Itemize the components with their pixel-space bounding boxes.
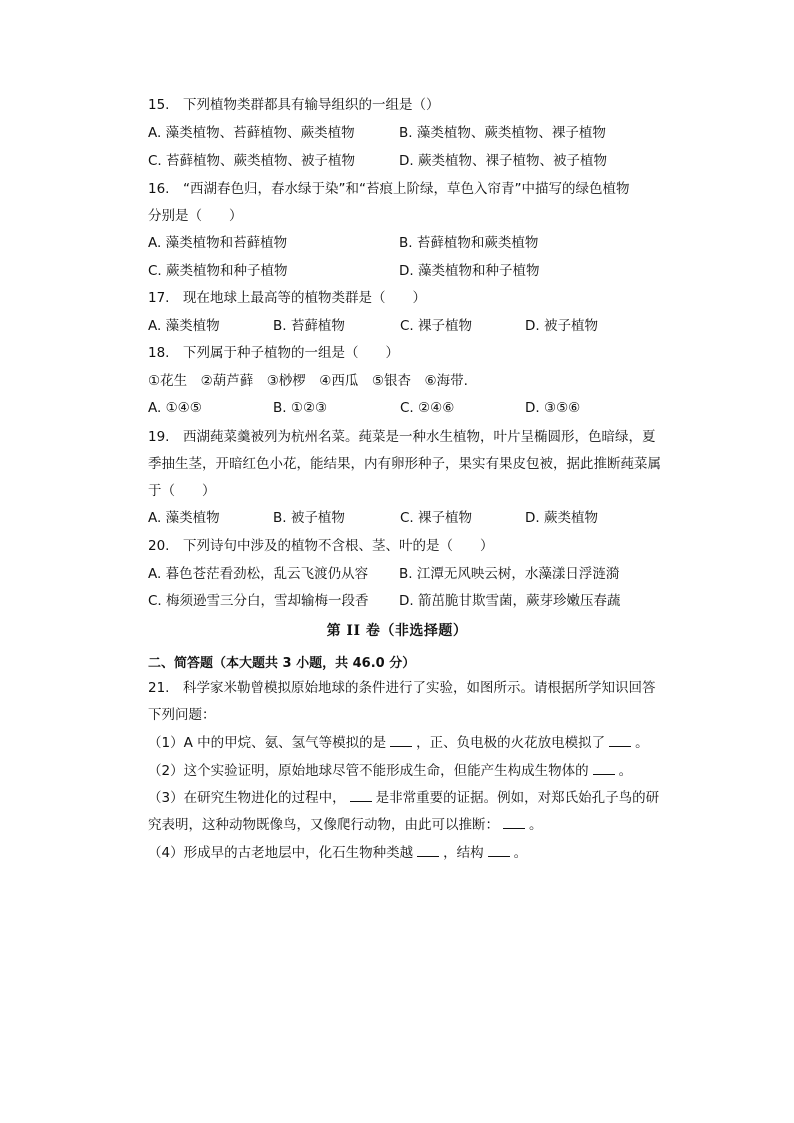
q21-stem-line2: 下列问题： (148, 707, 216, 723)
q21-part4-text-a: （4）形成早的古老地层中，化石生物种类越 (148, 845, 414, 861)
q20-option-a: A. 暮色苍茫看劲松，乱云飞渡仍从容 (148, 566, 369, 582)
q17-option-c: C. 裸子植物 (400, 318, 473, 334)
q18-option-b: B. ①②③ (273, 400, 328, 416)
q17-option-b: B. 苔藓植物 (273, 318, 345, 334)
q18-items: ①花生 ②葫芦藓 ③桫椤 ④西瓜 ⑤银杏 ⑥海带. (148, 373, 468, 389)
q21-part2-text-a: （2）这个实验证明，原始地球尽管不能形成生命，但能产生构成生物体的 (148, 763, 589, 779)
q19-stem-line2: 季抽生茎，开暗红色小花，能结果，内有卵形种子，果实有果皮包被，据此推断莼菜属 (148, 456, 661, 472)
q21-part1-text-b: ，正、负电极的火花放电模拟了 (416, 735, 606, 751)
q18-option-a: A. ①④⑤ (148, 400, 202, 416)
q16-stem-line1: 16. “西湖春色归，春水绿于染”和“苔痕上阶绿，草色入帘青”中描写的绿色植物 (148, 181, 630, 197)
q17-stem: 17. 现在地球上最高等的植物类群是（ ） (148, 290, 426, 306)
answer-blank[interactable] (390, 734, 412, 747)
q15-option-c: C. 苔藓植物、蕨类植物、被子植物 (148, 153, 356, 169)
q20-option-b: B. 江潭无风映云树，水藻漾日浮涟漪 (399, 566, 620, 582)
answer-blank[interactable] (488, 844, 510, 857)
q19-stem-line3: 于（ ） (148, 483, 216, 499)
q21-part3-line1 (148, 789, 659, 807)
q18-option-d: D. ③⑤⑥ (525, 400, 581, 416)
q16-option-b: B. 苔藓植物和蕨类植物 (399, 235, 539, 251)
q21-stem-line1: 21. 科学家米勒曾模拟原始地球的条件进行了实验，如图所示。请根据所学知识回答 (148, 680, 656, 696)
section-subtitle: 二、简答题（本大题共 3 小题，共 46.0 分） (148, 656, 416, 671)
q21-part1-text-a: （1）A 中的甲烷、氨、氢气等模拟的是 (148, 735, 387, 751)
answer-blank[interactable] (417, 844, 439, 857)
q18-stem: 18. 下列属于种子植物的一组是（ ） (148, 345, 399, 361)
q21-part3-text-a: （3）在研究生物进化的过程中， (148, 790, 346, 806)
q21-part4 (148, 844, 527, 862)
q19-option-c: C. 裸子植物 (400, 510, 473, 526)
q15-option-a: A. 藻类植物、苔藓植物、蕨类植物 (148, 125, 355, 141)
q21-part3-text-d: 。 (529, 817, 543, 833)
q19-stem-line1: 19. 西湖莼菜羹被列为杭州名菜。莼菜是一种水生植物，叶片呈椭圆形，色暗绿，夏 (148, 429, 656, 445)
q18-option-c: C. ②④⑥ (400, 400, 455, 416)
q21-part1-text-c: 。 (635, 735, 649, 751)
q16-stem-line2: 分别是（ ） (148, 208, 243, 224)
answer-blank[interactable] (609, 734, 631, 747)
q16-option-c: C. 蕨类植物和种子植物 (148, 263, 288, 279)
q15-option-b: B. 藻类植物、蕨类植物、裸子植物 (399, 125, 606, 141)
q19-option-a: A. 藻类植物 (148, 510, 220, 526)
answer-blank[interactable] (503, 816, 525, 829)
q19-option-d: D. 蕨类植物 (525, 510, 598, 526)
q17-option-a: A. 藻类植物 (148, 318, 220, 334)
q20-option-d: D. 箭茁脆甘欺雪菌，蕨芽珍嫩压春蔬 (399, 593, 621, 609)
q17-option-d: D. 被子植物 (525, 318, 598, 334)
q21-part3-line2 (148, 816, 543, 834)
q21-part3-text-c: 究表明，这种动物既像鸟，又像爬行动物，由此可以推断： (148, 817, 499, 833)
q20-stem: 20. 下列诗句中涉及的植物不含根、茎、叶的是（ ） (148, 538, 494, 554)
q20-option-c: C. 梅须逊雪三分白，雪却输梅一段香 (148, 593, 369, 609)
answer-blank[interactable] (593, 762, 615, 775)
q21-part3-text-b: 是非常重要的证据。例如，对郑氏始孔子鸟的研 (375, 790, 660, 806)
q15-stem: 15. 下列植物类群都具有输导组织的一组是（） (148, 97, 440, 113)
q15-option-d: D. 蕨类植物、裸子植物、被子植物 (399, 153, 607, 169)
q21-part1 (148, 734, 649, 752)
answer-blank[interactable] (350, 789, 372, 802)
q16-option-d: D. 藻类植物和种子植物 (399, 263, 540, 279)
q16-option-a: A. 藻类植物和苔藓植物 (148, 235, 288, 251)
q21-part2-text-b: 。 (618, 763, 633, 779)
section-title: 第 II 卷（非选择题） (326, 623, 468, 639)
q21-part4-text-c: 。 (513, 845, 528, 861)
q21-part2 (148, 762, 632, 780)
q21-part4-text-b: ，结构 (443, 845, 484, 861)
q19-option-b: B. 被子植物 (273, 510, 345, 526)
